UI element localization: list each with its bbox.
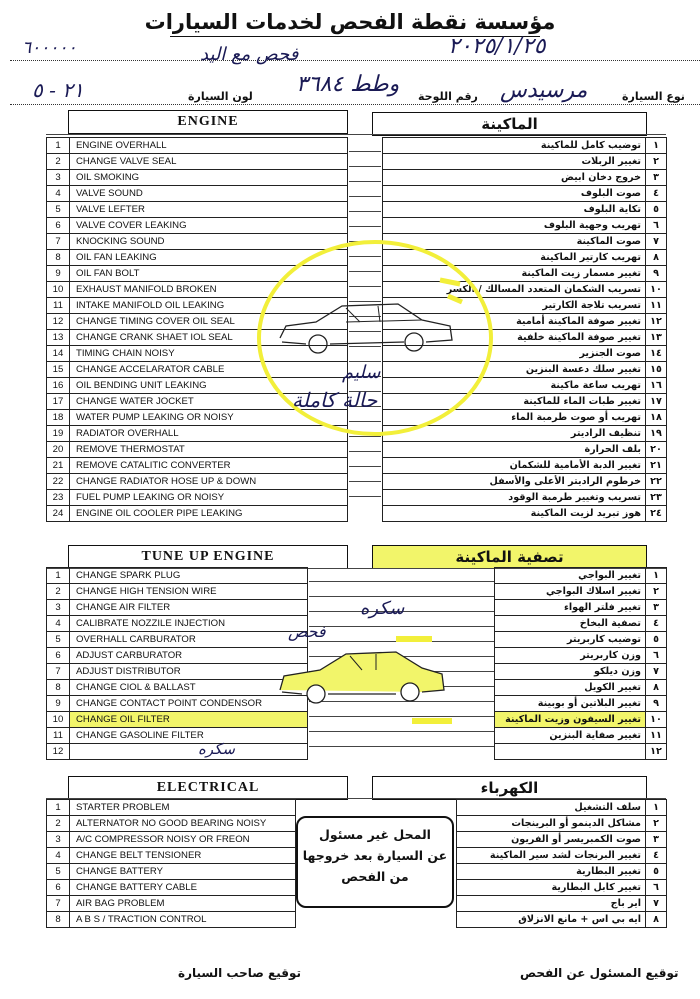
item-label-en: CHANGE BELT TENSIONER	[70, 848, 296, 864]
table-row	[47, 832, 296, 848]
table-row	[457, 848, 667, 864]
item-label-en: KNOCKING SOUND	[70, 234, 348, 250]
row-number: 5	[47, 632, 70, 648]
blank-line	[349, 452, 381, 467]
row-number: 23	[47, 490, 70, 506]
row-number-ar: ٢	[646, 584, 667, 600]
item-label-ar: تغيير الدبة الأمامية للشكمان	[383, 458, 646, 474]
row-number: 14	[47, 346, 70, 362]
item-label-en: RADIATOR OVERHALL	[70, 426, 348, 442]
tuneup-note-service: فحص	[288, 622, 326, 641]
item-label-en: ADJUST CARBURATOR	[70, 648, 308, 664]
row-number: 1	[47, 138, 70, 154]
row-number-ar: ٢١	[646, 458, 667, 474]
table-row	[457, 832, 667, 848]
table-row	[47, 632, 308, 648]
item-label-en: INTAKE MANIFOLD OIL LEAKING	[70, 298, 348, 314]
item-label-ar: تغيير البرنجات لشد سير الماكينة	[457, 848, 646, 864]
row-number-ar: ٨	[646, 250, 667, 266]
table-row	[47, 816, 296, 832]
table-row	[47, 474, 348, 490]
tuneup-header-ar: تصفية الماكينة	[372, 545, 647, 569]
engine-header-line	[46, 134, 666, 135]
row-number: 8	[47, 250, 70, 266]
item-label-ar: تهريب ساعة ماكينة	[383, 378, 646, 394]
table-row	[47, 138, 348, 154]
row-number: 9	[47, 266, 70, 282]
item-label-ar: تغيير صوفة الماكينة خلفية	[383, 330, 646, 346]
item-label-en: A B S / TRACTION CONTROL	[70, 912, 296, 928]
row-number-ar: ٦	[646, 218, 667, 234]
row-number: 3	[47, 170, 70, 186]
item-label-en: CHANGE BATTERY CABLE	[70, 880, 296, 896]
table-row	[47, 728, 308, 744]
date-line	[10, 60, 700, 61]
plate-label: رقم اللوحة	[418, 90, 478, 103]
row-number-ar: ١٢	[646, 744, 667, 760]
yellow-dash	[396, 636, 432, 642]
row-number: 8	[47, 680, 70, 696]
row-number: 19	[47, 426, 70, 442]
table-row	[495, 600, 667, 616]
table-row	[495, 648, 667, 664]
table-row	[457, 896, 667, 912]
blank-line	[349, 152, 381, 167]
row-number-ar: ٥	[646, 202, 667, 218]
item-label-ar: صوت الجنزير	[383, 346, 646, 362]
table-row	[495, 728, 667, 744]
table-row	[47, 864, 296, 880]
blank-line	[349, 482, 381, 497]
row-number-ar: ٢٢	[646, 474, 667, 490]
item-label-ar: تكاية البلوف	[383, 202, 646, 218]
item-label-en: CHANGE WATER JOCKET	[70, 394, 348, 410]
item-label-en: OVERHALL CARBURATOR	[70, 632, 308, 648]
item-label-ar: تغيير طبات الماء للماكينة	[383, 394, 646, 410]
row-number-ar: ١٤	[646, 346, 667, 362]
row-number: 16	[47, 378, 70, 394]
row-number-ar: ٢٣	[646, 490, 667, 506]
disclaimer-line-3: من الفحص	[341, 869, 409, 884]
row-number-ar: ٣	[646, 170, 667, 186]
engine-header-en: ENGINE	[68, 110, 348, 134]
handwritten-price: ٦٠٠٠٠٠	[22, 38, 77, 58]
row-number-ar: ١	[646, 800, 667, 816]
row-number: 2	[47, 816, 70, 832]
item-label-en: VALVE LEFTER	[70, 202, 348, 218]
item-label-en: CHANGE GASOLINE FILTER	[70, 728, 308, 744]
table-row	[47, 600, 308, 616]
row-number: 11	[47, 298, 70, 314]
item-label-en: A/C COMPRESSOR NOISY OR FREON	[70, 832, 296, 848]
handwritten-date: ٢٠٢٥/١/٢٥	[448, 34, 546, 59]
row-number-ar: ١١	[646, 298, 667, 314]
item-label-en: OIL SMOKING	[70, 170, 348, 186]
owner-signature-label: توقيع صاحب السيارة	[178, 966, 302, 980]
table-row	[47, 458, 348, 474]
engine-note-full: حالة كاملة	[292, 388, 378, 412]
item-label-en: CHANGE CONTACT POINT CONDENSOR	[70, 696, 308, 712]
table-row	[383, 170, 667, 186]
row-number: 22	[47, 474, 70, 490]
row-number: 5	[47, 202, 70, 218]
item-label-en: OIL FAN BOLT	[70, 266, 348, 282]
row-number: 1	[47, 800, 70, 816]
row-number-ar: ٤	[646, 186, 667, 202]
table-row	[383, 458, 667, 474]
item-label-en: CHANGE HIGH TENSION WIRE	[70, 584, 308, 600]
row-number: 7	[47, 896, 70, 912]
row-number-ar: ٣	[646, 832, 667, 848]
row-number: 6	[47, 648, 70, 664]
disclaimer-line-2: عن السيارة بعد خروجها	[302, 848, 448, 863]
item-label-en: FUEL PUMP LEAKING OR NOISY	[70, 490, 348, 506]
blank-line	[309, 582, 494, 597]
blank-line	[349, 182, 381, 197]
table-row	[47, 186, 348, 202]
item-label-ar: تغيير فلتر الهواء	[495, 600, 646, 616]
blank-line	[349, 167, 381, 182]
car-sketch-icon	[276, 298, 456, 360]
item-label-en: ENGINE OVERHALL	[70, 138, 348, 154]
table-row	[457, 880, 667, 896]
row-number: 5	[47, 864, 70, 880]
row-number-ar: ١٠	[646, 282, 667, 298]
electrical-table-en	[46, 799, 296, 928]
item-label-en: OIL BENDING UNIT LEAKING	[70, 378, 348, 394]
table-row	[495, 712, 667, 728]
table-row	[457, 800, 667, 816]
row-number-ar: ٢	[646, 154, 667, 170]
item-label-ar: تهريب وجهية البلوف	[383, 218, 646, 234]
row-number: 1	[47, 568, 70, 584]
row-number: 10	[47, 712, 70, 728]
table-row	[495, 584, 667, 600]
item-label-ar: تغيير مسمار زيت الماكينة	[383, 266, 646, 282]
disclaimer-box	[296, 816, 454, 908]
item-label-ar: خروج دخان ابيض	[383, 170, 646, 186]
item-label-en: VALVE SOUND	[70, 186, 348, 202]
row-number-ar: ٧	[646, 664, 667, 680]
row-number: 20	[47, 442, 70, 458]
blank-line	[309, 732, 494, 747]
row-number-ar: ١٠	[646, 712, 667, 728]
handwritten-note: فحص مع اليد	[200, 44, 299, 65]
item-label-ar: اير باج	[457, 896, 646, 912]
table-row	[383, 202, 667, 218]
row-number-ar: ٢	[646, 816, 667, 832]
table-row	[47, 584, 308, 600]
table-row	[47, 506, 348, 522]
row-number: 21	[47, 458, 70, 474]
yellow-bar	[412, 718, 452, 724]
row-number: 12	[47, 744, 70, 760]
table-row	[457, 864, 667, 880]
table-row	[457, 912, 667, 928]
row-number-ar: ٣	[646, 600, 667, 616]
table-row	[47, 648, 308, 664]
item-label-en: WATER PUMP LEAKING OR NOISY	[70, 410, 348, 426]
electrical-header-en: ELECTRICAL	[68, 776, 348, 800]
item-label-en: TIMING CHAIN NOISY	[70, 346, 348, 362]
engine-header-ar: الماكينة	[372, 112, 647, 136]
row-number-ar: ٨	[646, 680, 667, 696]
item-label-en: CHANGE ACCELARATOR CABLE	[70, 362, 348, 378]
table-row	[47, 896, 296, 912]
item-label-en: STARTER PROBLEM	[70, 800, 296, 816]
table-row	[47, 680, 308, 696]
row-number-ar: ١٥	[646, 362, 667, 378]
item-label-en: VALVE COVER LEAKING	[70, 218, 348, 234]
table-row	[495, 568, 667, 584]
item-label-ar: تسريب تلاجة الكارتير	[383, 298, 646, 314]
item-label-ar: صوت البلوف	[383, 186, 646, 202]
item-label-ar: تسريب وتغيير طرمبة الوقود	[383, 490, 646, 506]
car-type-value: مرسيدس	[500, 78, 588, 103]
blank-line	[309, 567, 494, 582]
row-number-ar: ١٦	[646, 378, 667, 394]
tuneup-table-ar	[494, 567, 667, 760]
document-title: مؤسسة نقطة الفحص لخدمات السيارات	[144, 10, 556, 34]
row-number: 12	[47, 314, 70, 330]
tuneup-header-en: TUNE UP ENGINE	[68, 545, 348, 569]
table-row	[47, 490, 348, 506]
row-number-ar: ٩	[646, 696, 667, 712]
item-label-ar: سلف التشغيل	[457, 800, 646, 816]
row-number-ar: ٧	[646, 234, 667, 250]
table-row	[47, 616, 308, 632]
row-number-ar: ١	[646, 138, 667, 154]
item-label-en: CHANGE OIL FILTER	[70, 712, 308, 728]
row-number: 3	[47, 600, 70, 616]
row-number: 3	[47, 832, 70, 848]
table-row	[47, 800, 296, 816]
item-label-en: AIR BAG PROBLEM	[70, 896, 296, 912]
engine-note-ok: سليم	[342, 362, 381, 383]
item-label-ar: وزن كاربريتر	[495, 648, 646, 664]
car-type-label: نوع السيارة	[622, 90, 685, 103]
table-row	[47, 664, 308, 680]
row-number: 2	[47, 154, 70, 170]
item-label-en: CHANGE BATTERY	[70, 864, 296, 880]
item-label-ar: صوت الماكينة	[383, 234, 646, 250]
item-label-en: CHANGE AIR FILTER	[70, 600, 308, 616]
table-row	[383, 490, 667, 506]
row-number: 2	[47, 584, 70, 600]
row-number-ar: ١٢	[646, 314, 667, 330]
row-number: 7	[47, 234, 70, 250]
item-label-ar: تغيير سلك دعسة البنزين	[383, 362, 646, 378]
item-label-ar: تغيير البطارية	[457, 864, 646, 880]
row-number: 8	[47, 912, 70, 928]
item-label-ar: توضيب كاربريتر	[495, 632, 646, 648]
item-label-ar: تنظيف الراديتر	[383, 426, 646, 442]
item-label-ar: تصفية البخاخ	[495, 616, 646, 632]
electrical-header-ar: الكهرباء	[372, 776, 647, 800]
row-number-ar: ٦	[646, 648, 667, 664]
table-row	[383, 474, 667, 490]
inspector-signature-label: توقيع المسئول عن الفحص	[520, 966, 679, 980]
item-label-en: ALTERNATOR NO GOOD BEARING NOISY	[70, 816, 296, 832]
row-number-ar: ٢٤	[646, 506, 667, 522]
table-row	[495, 664, 667, 680]
table-row	[47, 696, 308, 712]
item-label-en: CHANGE RADIATOR HOSE UP & DOWN	[70, 474, 348, 490]
row-number: 18	[47, 410, 70, 426]
item-label-ar: تسريب الشكمان المتعدد المسالك / الكسر	[383, 282, 646, 298]
row-number: 4	[47, 186, 70, 202]
item-label-ar: تهريب أو صوت طرمبة الماء	[383, 410, 646, 426]
row-number-ar: ٧	[646, 896, 667, 912]
table-row	[47, 912, 296, 928]
item-label-ar: وزن ديلكو	[495, 664, 646, 680]
row-number-ar: ١٧	[646, 394, 667, 410]
electrical-table-ar	[456, 799, 667, 928]
table-row	[47, 848, 296, 864]
row-number-ar: ١٨	[646, 410, 667, 426]
item-label-en: REMOVE THERMOSTAT	[70, 442, 348, 458]
tuneup-note-gas: سكره	[198, 740, 235, 758]
item-label-en: CHANGE CRANK SHAET IOL SEAL	[70, 330, 348, 346]
item-label-ar: تغيير اسلاك البواجي	[495, 584, 646, 600]
row-number-ar: ٤	[646, 848, 667, 864]
item-label-ar: توضيب كامل للماكينة	[383, 138, 646, 154]
color-label: لون السيارة	[188, 90, 253, 103]
tuneup-car-sketch-icon	[276, 644, 448, 710]
item-label-en: CHANGE VALVE SEAL	[70, 154, 348, 170]
blank-line	[349, 212, 381, 227]
item-label-en	[70, 744, 308, 760]
item-label-ar: تغيير كابل البطارية	[457, 880, 646, 896]
item-label-ar: تغيير الربلات	[383, 154, 646, 170]
row-number-ar: ٨	[646, 912, 667, 928]
blank-line	[349, 467, 381, 482]
table-row	[495, 632, 667, 648]
item-label-ar: تغيير البواجي	[495, 568, 646, 584]
table-row	[47, 744, 308, 760]
blank-line	[349, 197, 381, 212]
row-number-ar: ١٣	[646, 330, 667, 346]
row-number: 7	[47, 664, 70, 680]
item-label-ar: مشاكل الدينمو أو البرينجات	[457, 816, 646, 832]
row-number: 10	[47, 282, 70, 298]
item-label-en: REMOVE CATALITIC CONVERTER	[70, 458, 348, 474]
row-number: 6	[47, 218, 70, 234]
row-number-ar: ١١	[646, 728, 667, 744]
table-row	[47, 154, 348, 170]
item-label-en: CHANGE TIMING COVER OIL SEAL	[70, 314, 348, 330]
table-row	[495, 696, 667, 712]
table-row	[383, 154, 667, 170]
row-number-ar: ٩	[646, 266, 667, 282]
tuneup-table-en	[46, 567, 308, 760]
row-number-ar: ٥	[646, 632, 667, 648]
table-row	[47, 712, 308, 728]
table-row	[47, 202, 348, 218]
item-label-ar: خرطوم الراديتر الأعلى والأسفل	[383, 474, 646, 490]
table-row	[457, 816, 667, 832]
item-label-ar	[495, 744, 646, 760]
row-number-ar: ١	[646, 568, 667, 584]
item-label-en: ENGINE OIL COOLER PIPE LEAKING	[70, 506, 348, 522]
row-number: 4	[47, 616, 70, 632]
color-value: ٢١ - ٥	[32, 78, 84, 102]
item-label-ar: تغيير السيفون وزيت الماكينة	[495, 712, 646, 728]
item-label-ar: تغيير البلاتين أو بوبينة	[495, 696, 646, 712]
row-number: 24	[47, 506, 70, 522]
blank-line	[309, 717, 494, 732]
table-row	[495, 616, 667, 632]
row-number-ar: ٦	[646, 880, 667, 896]
row-number-ar: ٢٠	[646, 442, 667, 458]
item-label-ar: بلف الحرارة	[383, 442, 646, 458]
item-label-ar: تغيير الكويل	[495, 680, 646, 696]
table-row	[47, 568, 308, 584]
table-row	[47, 170, 348, 186]
item-label-en: EXHAUST MANIFOLD BROKEN	[70, 282, 348, 298]
vehicle-line	[10, 104, 700, 105]
row-number-ar: ١٩	[646, 426, 667, 442]
row-number: 9	[47, 696, 70, 712]
disclaimer-line-1: المحل غير مسئول	[319, 827, 431, 842]
item-label-ar: ايه بي اس + مانع الانزلاق	[457, 912, 646, 928]
item-label-ar: صوت الكمبريسر أو الفريون	[457, 832, 646, 848]
item-label-en: CHANGE SPARK PLUG	[70, 568, 308, 584]
table-row	[383, 506, 667, 522]
item-label-en: CHANGE CIOL & BALLAST	[70, 680, 308, 696]
blank-line	[349, 137, 381, 152]
item-label-ar: تغيير صفاية البنزين	[495, 728, 646, 744]
table-row	[47, 880, 296, 896]
row-number: 6	[47, 880, 70, 896]
row-number-ar: ٥	[646, 864, 667, 880]
row-number: 13	[47, 330, 70, 346]
row-number: 17	[47, 394, 70, 410]
item-label-en: OIL FAN LEAKING	[70, 250, 348, 266]
plate-value: وطط ٣٦٨٤	[296, 72, 400, 97]
item-label-ar: هوز تبريد لزيت الماكينة	[383, 506, 646, 522]
row-number: 11	[47, 728, 70, 744]
row-number: 4	[47, 848, 70, 864]
item-label-en: CALIBRATE NOZZILE INJECTION	[70, 616, 308, 632]
tuneup-note-air: سكره	[360, 598, 405, 619]
table-row	[383, 138, 667, 154]
table-row	[495, 744, 667, 760]
item-label-en: ADJUST DISTRIBUTOR	[70, 664, 308, 680]
item-label-ar: تهريب كارتير الماكينة	[383, 250, 646, 266]
table-row	[495, 680, 667, 696]
item-label-ar: تغيير صوفة الماكينة أمامية	[383, 314, 646, 330]
row-number-ar: ٤	[646, 616, 667, 632]
table-row	[383, 186, 667, 202]
row-number: 15	[47, 362, 70, 378]
